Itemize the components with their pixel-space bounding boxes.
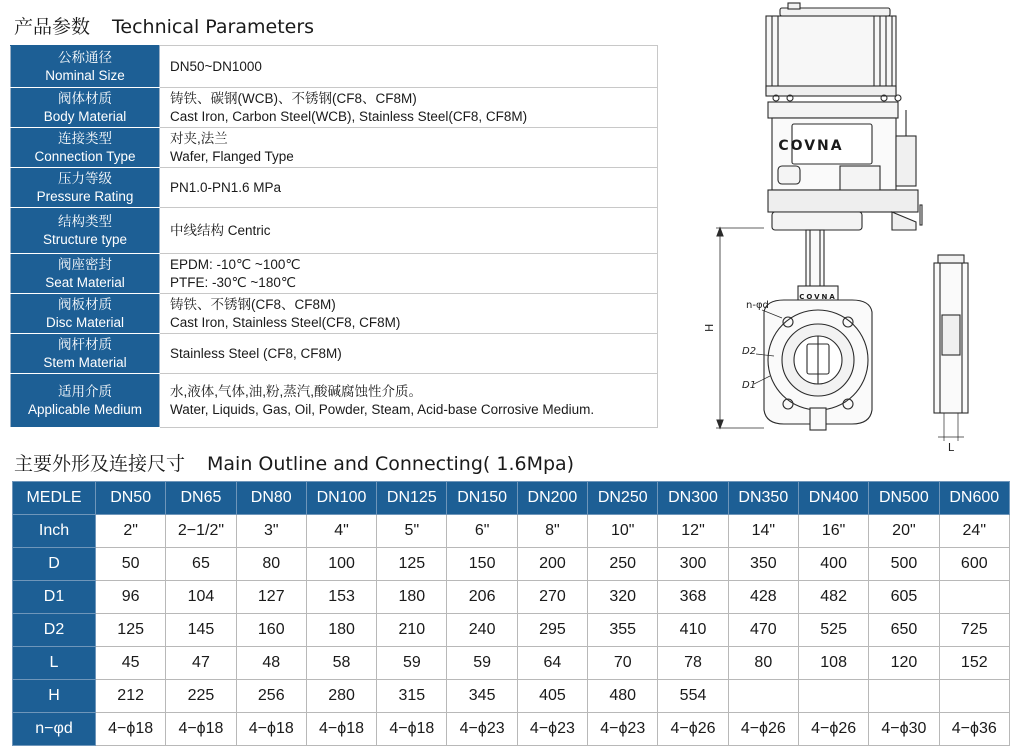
dimension-cell: 600 [939,548,1009,581]
dimension-cell: 345 [447,680,517,713]
dimension-cell: 127 [236,581,306,614]
param-label [11,254,160,294]
dimension-cell: 554 [658,680,728,713]
dimension-cell: 4−ϕ36 [939,713,1009,746]
param-label [11,168,160,208]
param-row [11,46,658,88]
param-value-line: 水,液体,气体,油,粉,蒸汽,酸碱腐蚀性介质。 [170,383,423,399]
param-label-en: Seat Material [45,274,125,290]
dimension-cell: 65 [166,548,236,581]
column-header: DN100 [306,482,376,515]
dimension-cell: 4−ϕ18 [236,713,306,746]
dimension-cell: 3" [236,515,306,548]
dimension-cell: 4−ϕ18 [96,713,166,746]
param-value-line: 铸铁、碳钢(WCB)、不锈钢(CF8、CF8M) [170,90,417,106]
column-header: DN600 [939,482,1009,515]
dimension-cell: 470 [728,614,798,647]
param-value-line: PN1.0-PN1.6 MPa [170,179,282,195]
param-value-line: DN50~DN1000 [170,58,262,74]
param-label-cn: 公称通径 [58,49,112,65]
param-label [11,208,160,254]
param-label-cn: 结构类型 [58,213,112,229]
param-label-cn: 适用介质 [58,383,112,399]
dimension-cell: 4−ϕ18 [166,713,236,746]
dimension-cell: 240 [447,614,517,647]
valve-side-view-drawing [924,255,984,455]
dimension-cell: 250 [588,548,658,581]
param-value-line: 中线结构 Centric [170,222,271,238]
param-label [11,46,160,88]
param-row [11,208,658,254]
dimension-cell: 47 [166,647,236,680]
dimension-cell: 180 [306,614,376,647]
section-title-en: Technical Parameters [112,16,315,38]
param-value-line: Water, Liquids, Gas, Oil, Powder, Steam, Acid-base Corrosive Medium. [170,401,595,417]
dimension-cell: 400 [798,548,868,581]
param-value [160,334,658,374]
dimension-cell: 4−ϕ26 [798,713,868,746]
param-value [160,294,658,334]
param-label [11,88,160,128]
dimension-cell: 64 [517,647,587,680]
brand-label: COVNA [778,138,844,154]
param-value [160,254,658,294]
dimension-cell: 270 [517,581,587,614]
row-label: H [13,680,96,713]
dimension-cell: 4−ϕ23 [588,713,658,746]
technical-parameters-table [10,45,658,428]
dimension-cell: 80 [728,647,798,680]
dimension-cell: 650 [869,614,939,647]
dimensions-table [12,481,1010,746]
dimension-cell: 405 [517,680,587,713]
param-label-en: Disc Material [45,314,124,330]
dimension-cell: 59 [377,647,447,680]
dimension-cell: 108 [798,647,868,680]
dimension-cell: 350 [728,548,798,581]
dimension-cell: 180 [377,581,447,614]
dimension-cell: 2−1/2" [166,515,236,548]
dimensions-corner-header: MEDLE [13,482,96,515]
section-title-cn: 主要外形及连接尺寸 [14,453,186,475]
dimension-cell: 315 [377,680,447,713]
dimension-cell: 20" [869,515,939,548]
dimension-cell: 14" [728,515,798,548]
param-label [11,294,160,334]
param-value [160,208,658,254]
dimension-cell: 152 [939,647,1009,680]
dimension-label-d1: D1 [742,380,757,391]
dimension-cell: 104 [166,581,236,614]
param-value [160,168,658,208]
param-row [11,254,658,294]
dimension-cell: 295 [517,614,587,647]
dimension-cell: 482 [798,581,868,614]
param-label-cn: 阀座密封 [58,256,112,272]
dimension-cell: 5" [377,515,447,548]
section-title-technical-parameters [14,12,314,39]
dimension-cell: 355 [588,614,658,647]
dimension-cell: 210 [377,614,447,647]
param-label [11,374,160,428]
valve-actuator-drawing [703,0,922,450]
dimension-cell: 125 [377,548,447,581]
dimension-cell: 50 [96,548,166,581]
dimension-cell: 280 [306,680,376,713]
dimension-cell: 153 [306,581,376,614]
dimension-cell [798,680,868,713]
dimensions-header-row [13,482,1010,515]
dimension-cell: 8" [517,515,587,548]
dimension-cell: 4−ϕ26 [728,713,798,746]
dimension-cell: 58 [306,647,376,680]
dimension-cell: 96 [96,581,166,614]
param-label [11,334,160,374]
param-label-en: Nominal Size [45,67,125,83]
dimension-cell: 4" [306,515,376,548]
dimension-cell: 150 [447,548,517,581]
param-label-en: Stem Material [43,354,127,370]
dimension-cell: 4−ϕ23 [517,713,587,746]
param-value-line: 对夹,法兰 [170,130,228,146]
param-row [11,88,658,128]
dimension-cell: 525 [798,614,868,647]
param-value [160,46,658,88]
dimension-cell: 300 [658,548,728,581]
row-label: D1 [13,581,96,614]
row-label: L [13,647,96,680]
dimension-cell: 24" [939,515,1009,548]
dimension-cell [939,680,1009,713]
dimension-cell: 6" [447,515,517,548]
column-header: DN200 [517,482,587,515]
param-label-en: Pressure Rating [36,188,134,204]
dimension-cell: 45 [96,647,166,680]
row-label: Inch [13,515,96,548]
dimension-cell: 225 [166,680,236,713]
dimension-cell: 4−ϕ18 [377,713,447,746]
param-row [11,128,658,168]
param-value-line: Wafer, Flanged Type [170,148,294,164]
dimension-cell: 10" [588,515,658,548]
dimension-cell: 78 [658,647,728,680]
dimension-cell: 59 [447,647,517,680]
param-label-en: Applicable Medium [27,401,143,417]
brand-label-small: COVNA [799,293,837,301]
dimension-cell: 80 [236,548,306,581]
dimension-cell: 206 [447,581,517,614]
param-label [11,128,160,168]
dimension-cell: 725 [939,614,1009,647]
param-value [160,374,658,428]
column-header: DN80 [236,482,306,515]
column-header: DN50 [96,482,166,515]
dimension-label-h: H [703,323,716,332]
param-label-cn: 阀板材质 [58,296,112,312]
column-header: DN300 [658,482,728,515]
dimension-cell: 145 [166,614,236,647]
section-title-cn: 产品参数 [14,16,91,38]
dimension-row [13,680,1010,713]
dimension-cell: 480 [588,680,658,713]
dimension-cell: 212 [96,680,166,713]
dimension-cell: 4−ϕ18 [306,713,376,746]
param-label-cn: 阀体材质 [58,90,112,106]
dimension-row [13,548,1010,581]
param-value-line: Cast Iron, Carbon Steel(WCB), Stainless Steel(CF8, CF8M) [170,108,528,124]
dimension-cell: 320 [588,581,658,614]
column-header: DN250 [588,482,658,515]
param-label-en: Structure type [42,231,128,247]
dimension-label-l: L [947,441,955,454]
dimension-label-d2: D2 [742,346,757,357]
row-label: D [13,548,96,581]
dimension-cell: 4−ϕ26 [658,713,728,746]
param-label-en: Connection Type [34,148,136,164]
param-value-line: 铸铁、不锈钢(CF8、CF8M) [170,296,336,312]
param-row [11,294,658,334]
dimension-row [13,614,1010,647]
param-row [11,374,658,428]
dimension-label-nphid: n-φd [746,300,769,311]
dimension-cell: 12" [658,515,728,548]
section-title-en: Main Outline and Connecting( 1.6Mpa) [207,453,575,475]
dimension-cell [728,680,798,713]
dimension-cell: 100 [306,548,376,581]
param-value-line: Cast Iron, Stainless Steel(CF8, CF8M) [170,314,401,330]
column-header: DN400 [798,482,868,515]
column-header: DN125 [377,482,447,515]
dimension-cell: 500 [869,548,939,581]
dimension-cell: 125 [96,614,166,647]
param-label-en: Body Material [43,108,127,124]
dimension-cell: 256 [236,680,306,713]
section-title-main-outline [14,449,574,476]
dimension-cell: 48 [236,647,306,680]
column-header: DN150 [447,482,517,515]
param-row [11,168,658,208]
dimension-cell: 4−ϕ30 [869,713,939,746]
param-label-cn: 阀杆材质 [58,336,112,352]
dimension-cell: 605 [869,581,939,614]
dimension-cell [939,581,1009,614]
dimension-cell: 70 [588,647,658,680]
param-value [160,128,658,168]
dimension-row [13,713,1010,746]
dimension-cell: 120 [869,647,939,680]
column-header: DN65 [166,482,236,515]
param-value-line: EPDM: -10℃ ~100℃ [170,256,301,272]
dimension-cell: 2" [96,515,166,548]
dimension-row [13,515,1010,548]
column-header: DN500 [869,482,939,515]
column-header: DN350 [728,482,798,515]
param-value [160,88,658,128]
dimension-cell: 428 [728,581,798,614]
row-label: n−φd [13,713,96,746]
dimension-cell [869,680,939,713]
dimension-row [13,647,1010,680]
param-label-cn: 压力等级 [58,170,112,186]
dimension-cell: 368 [658,581,728,614]
param-row [11,334,658,374]
param-value-line: Stainless Steel (CF8, CF8M) [170,345,342,361]
param-value-line: PTFE: -30℃ ~180℃ [170,274,296,290]
param-label-cn: 连接类型 [58,130,112,146]
dimension-cell: 410 [658,614,728,647]
dimension-cell: 160 [236,614,306,647]
dimension-cell: 4−ϕ23 [447,713,517,746]
dimension-cell: 200 [517,548,587,581]
row-label: D2 [13,614,96,647]
dimension-cell: 16" [798,515,868,548]
dimension-row [13,581,1010,614]
